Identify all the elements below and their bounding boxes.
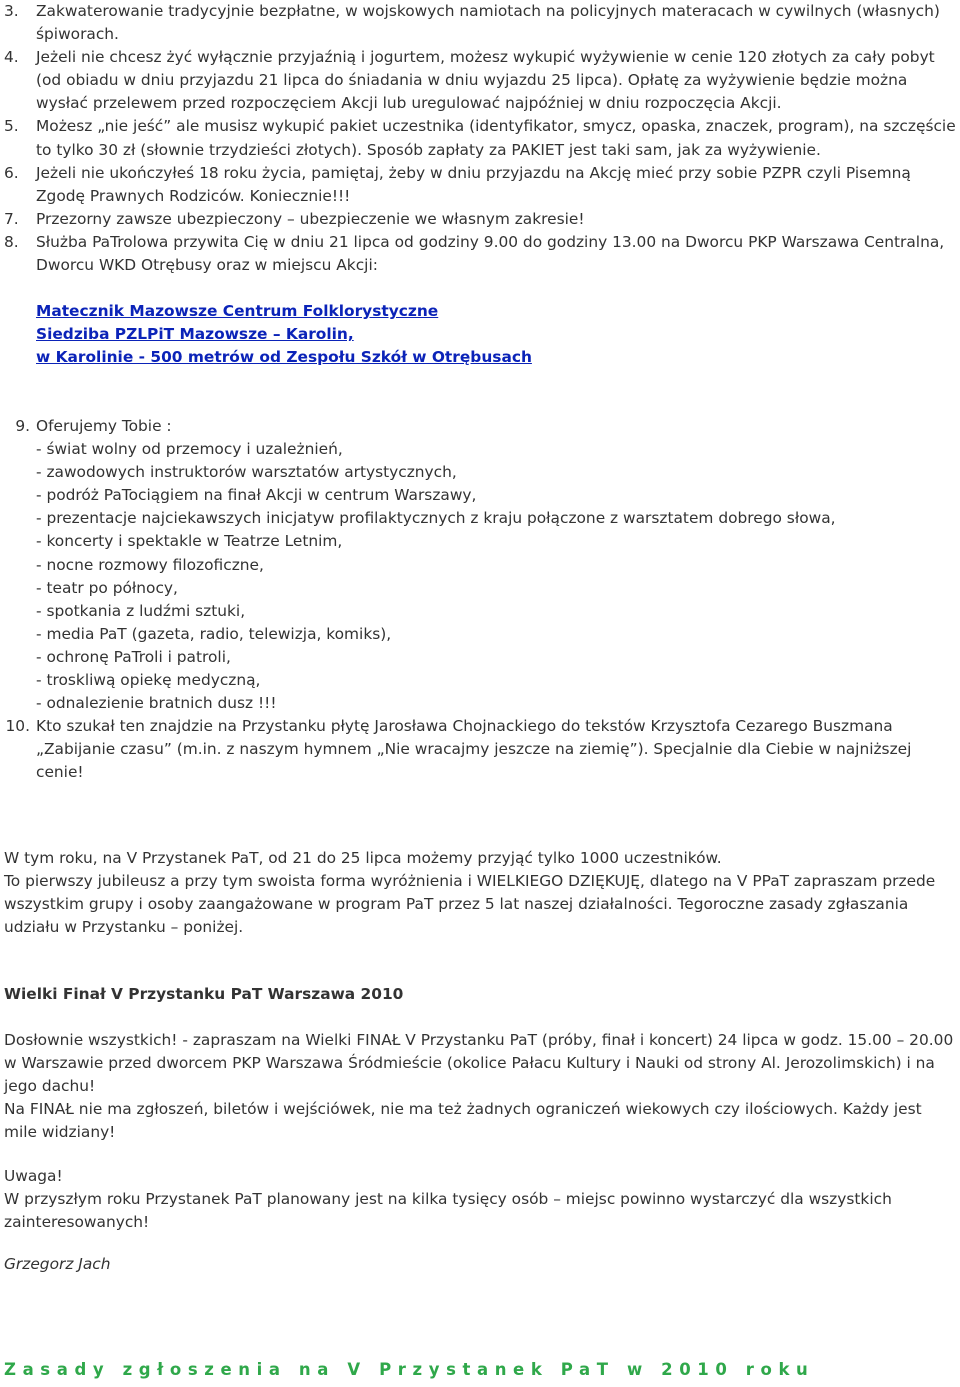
rules-list (0, 0, 960, 277)
note-block (4, 1165, 956, 1234)
location-links (36, 300, 532, 369)
offer-item: - ochronę PaTroli i patroli, (36, 647, 231, 666)
offer-item: - koncerty i spektakle w Teatrze Letnim, (36, 532, 343, 551)
list-item (0, 415, 960, 715)
list-number: 7. (4, 209, 19, 228)
offer-item: - zawodowych instruktorów warsztatów artystycznych, (36, 463, 457, 482)
offer-sublist (36, 438, 960, 715)
offer-item: - nocne rozmowy filozoficzne, (36, 555, 264, 574)
offer-item: - podróż PaTociągiem na finał Akcji w centrum Warszawy, (36, 486, 477, 505)
paragraph: To pierwszy jubileusz a przy tym swoista forma wyróżnienia i WIELKIEGO DZIĘKUJĘ, dlatego na V PPaT zapraszam przede wszystkim grupy i osoby zaangażowane w program PaT przez 5 lat naszej działalności. Tegoroczne zasady zgłaszania udziału w Przystanku – poniżej. (4, 872, 936, 937)
offer-item: - spotkania z ludźmi sztuki, (36, 601, 246, 620)
list-number: 5. (4, 117, 19, 136)
paragraph: W przyszłym roku Przystanek PaT planowany jest na kilka tysięcy osób – miejsc powinno wystarczyć dla wszystkich zainteresowanych! (4, 1190, 892, 1232)
link-karolin[interactable]: w Karolinie - 500 metrów od Zespołu Szkół w Otrębusach (36, 348, 532, 367)
list-item (0, 46, 960, 115)
list-number: 8. (4, 232, 19, 251)
offer-item: - media PaT (gazeta, radio, telewizja, komiks), (36, 624, 392, 643)
list-number: 9. (15, 417, 30, 435)
list-text: Przezorny zawsze ubezpieczony – ubezpieczenie we własnym zakresie! (36, 209, 585, 228)
list-number: 10. (5, 717, 30, 736)
offer-item: - prezentacje najciekawszych inicjatyw profilaktycznych z kraju połączone z warsztatem dobrego słowa, (36, 509, 836, 528)
link-matecznik[interactable]: Matecznik Mazowsze Centrum Folklorystyczne (36, 302, 439, 320)
link-siedziba[interactable]: Siedziba PZLPiT Mazowsze – Karolin, (36, 325, 354, 344)
offer-item: - troskliwą opiekę medyczną, (36, 671, 261, 690)
list-number: 3. (4, 2, 19, 20)
list-text: Zakwaterowanie tradycyjnie bezpłatne, w wojskowych namiotach na policyjnych materacach w cywilnych (własnych) śpiworach. (36, 2, 940, 44)
list-text: Kto szukał ten znajdzie na Przystanku płytę Jarosława Chojnackiego do tekstów Krzysztofa Cezarego Buszmana „Zabijanie czasu” (m.in. z naszym hymnem „Nie wracajmy jeszcze na ziemię”). Specjalnie dla Ciebie w najniższej cenie! (36, 717, 912, 782)
list-text: Możesz „nie jeść” ale musisz wykupić pakiet uczestnika (identyfikator, smycz, opaska, znaczek, program), na szczęście to tylko 30 zł (słownie trzydzieści złotych). Sposób zapłaty za PAKIET jest taki sam, jak za wyżywienie. (36, 117, 956, 159)
note-label: Uwaga! (4, 1167, 63, 1185)
list-number: 4. (4, 48, 19, 67)
list-text: Służba PaTrolowa przywita Cię w dniu 21 lipca od godziny 9.00 do godziny 13.00 na Dworcu PKP Warszawa Centralna, Dworcu WKD Otrębusy oraz w miejscu Akcji: (36, 232, 945, 275)
paragraph: Na FINAŁ nie ma zgłoszeń, biletów i wejściówek, nie ma też żadnych ograniczeń wiekowych czy ilościowych. Każdy jest mile widziany! (4, 1100, 922, 1142)
list-item (0, 208, 960, 231)
paragraph: W tym roku, na V Przystanek PaT, od 21 do 25 lipca możemy przyjąć tylko 1000 uczestników. (4, 849, 722, 867)
offer-list (0, 415, 960, 785)
offer-item: - teatr po północy, (36, 578, 178, 597)
list-item (0, 115, 960, 161)
list-text: Jeżeli nie chcesz żyć wyłącznie przyjaźnią i jogurtem, możesz wykupić wyżywienie w cenie 120 złotych za cały pobyt (od obiadu w dniu przyjazdu 21 lipca do śniadania w dniu wyjazdu 25 lipca). Opłatę za wyżywienie będzie można wysłać przelewem przed rozpoczęciem Akcji lub uregulować najpóźniej w dniu rozpoczęcia Akcji. (36, 48, 935, 113)
offer-item: - odnalezienie bratnich dusz !!! (36, 694, 277, 713)
list-item (0, 162, 960, 208)
list-item (0, 0, 960, 46)
list-item (0, 231, 960, 277)
final-paragraphs (4, 1029, 956, 1144)
section-heading: Wielki Finał V Przystanku PaT Warszawa 2010 (4, 985, 404, 1003)
list-number: 6. (4, 163, 19, 182)
offer-item: - świat wolny od przemocy i uzależnień, (36, 440, 343, 459)
list-text: Jeżeli nie ukończyłeś 18 roku życia, pamiętaj, żeby w dniu przyjazdu na Akcję mieć przy sobie PZPR czyli Pisemną Zgodę Prawnych Rodziców. Koniecznie!!! (36, 163, 911, 205)
intro-paragraphs (4, 847, 956, 939)
list-text: Oferujemy Tobie : (36, 417, 172, 435)
paragraph: Dosłownie wszystkich! - zapraszam na Wielki FINAŁ V Przystanku PaT (próby, finał i koncert) 24 lipca w godz. 15.00 – 20.00 w Warszawie przed dworcem PKP Warszawa Śródmieście (okolice Pałacu Kultury i Nauki od strony Al. Jerozolimskich) i na jego dachu! (4, 1031, 954, 1096)
signature: Grzegorz Jach (4, 1255, 111, 1273)
list-item (0, 715, 960, 784)
footer-title: Zasady zgłoszenia na V Przystanek PaT w 2010 roku (4, 1360, 815, 1379)
